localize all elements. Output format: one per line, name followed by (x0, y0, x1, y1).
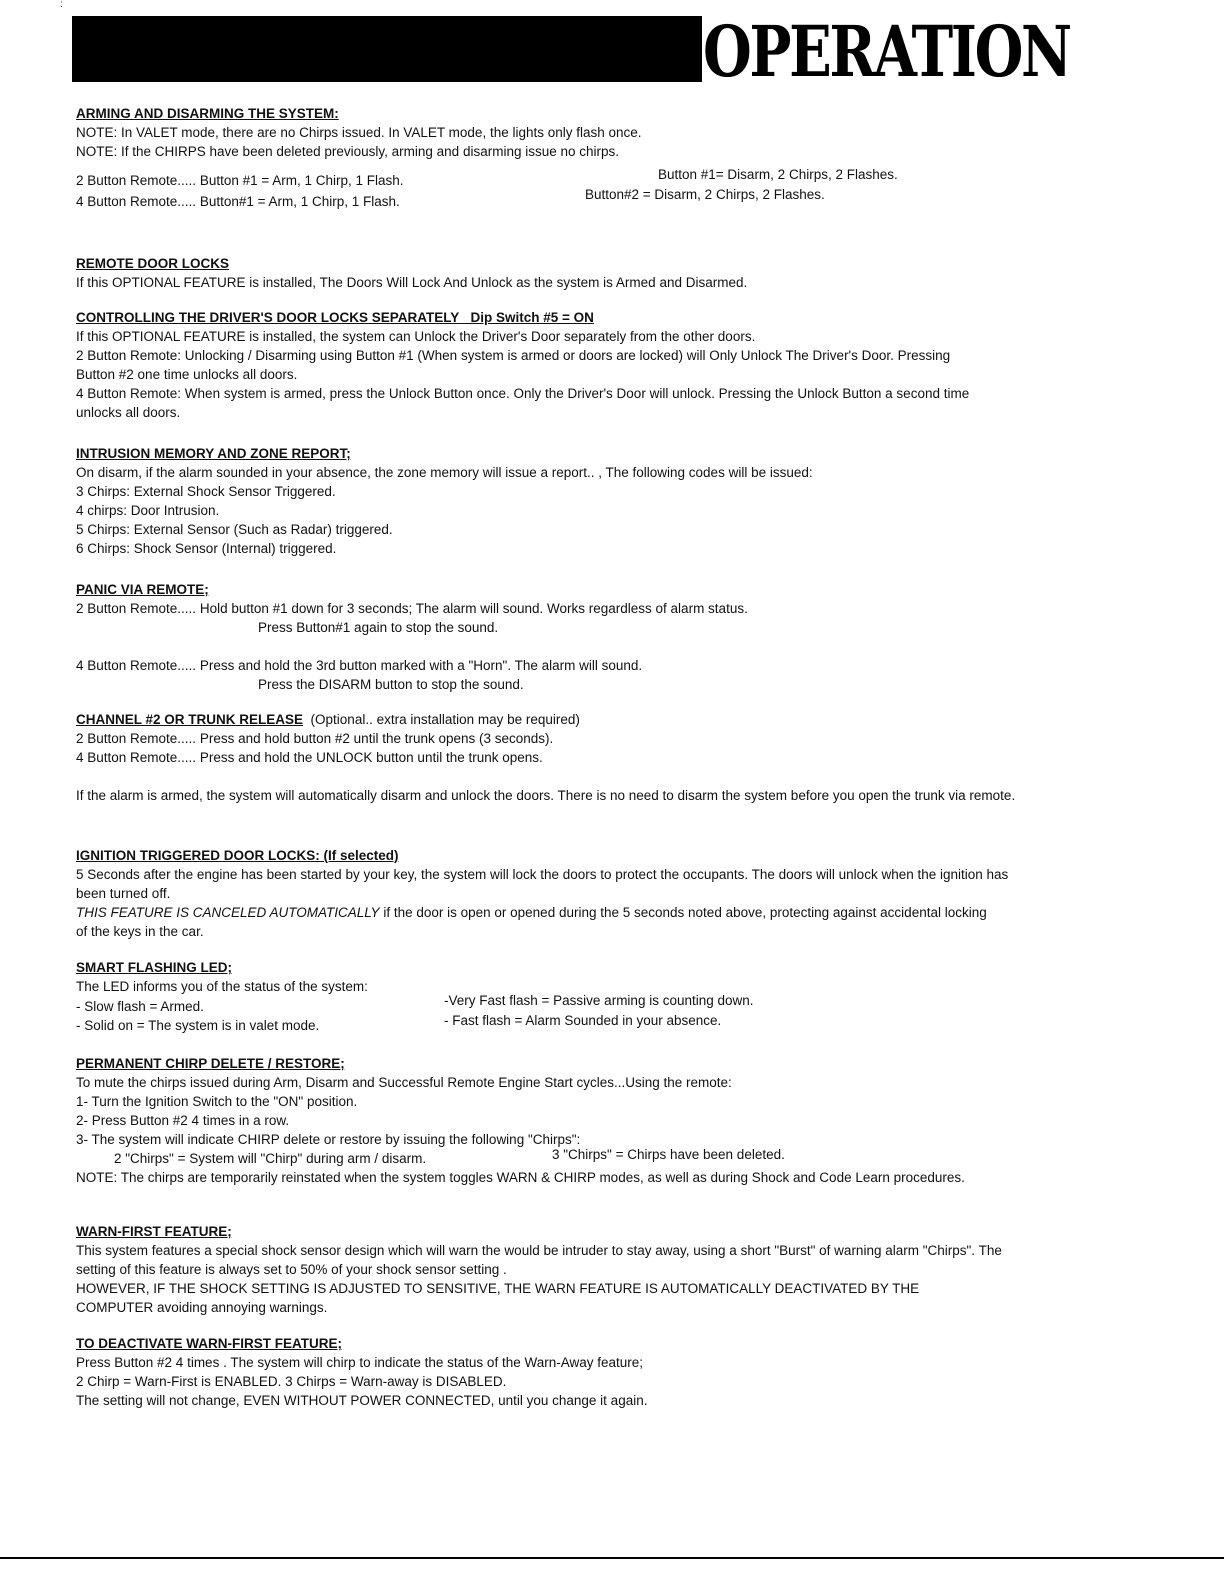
ignition-text-1: 5 Seconds after the engine has been started by your key, the system will lock the doors to protect the occupants. The doors will unlock when the ignition has been turned off. (76, 867, 1009, 901)
heading-arming: ARMING AND DISARMING THE SYSTEM: (76, 106, 339, 121)
deactivate-line-1: Press Button #2 4 times . The system will chirp to indicate the status of the Warn-Away feature; (76, 1355, 644, 1370)
led-very-fast-flash: -Very Fast flash = Passive arming is counting down. (444, 993, 754, 1008)
section-ignition-locks (76, 846, 1036, 941)
trunk-note: If the alarm is armed, the system will automatically disarm and unlock the doors. There is no need to disarm the system before you open the trunk via remote. (76, 788, 1016, 803)
remote-door-locks-text: If this OPTIONAL FEATURE is installed, The Doors Will Lock And Unlock as the system is Armed and Disarmed. (76, 275, 748, 290)
heading-smart-led: SMART FLASHING LED; (76, 960, 232, 975)
panic-4btn: 4 Button Remote..... Press and hold the 3rd button marked with a "Horn". The alarm will sound. (76, 658, 643, 673)
intrusion-code: 3 Chirps: External Shock Sensor Triggered. (76, 484, 336, 499)
panic-2btn: 2 Button Remote..... Hold button #1 down for 3 seconds; The alarm will sound. Works regardless of alarm status. (76, 601, 748, 616)
section-arming (76, 104, 1036, 219)
panic-4btn-stop: Press the DISARM button to stop the sound. (258, 677, 524, 692)
footer-rule (0, 1557, 1224, 1559)
heading-deactivate-warn-first: TO DEACTIVATE WARN-FIRST FEATURE; (76, 1336, 342, 1351)
note-chirps-deleted: NOTE: If the CHIRPS have been deleted previously, arming and disarming issue no chirps. (76, 144, 620, 159)
arming-2btn-disarm: Button #1= Disarm, 2 Chirps, 2 Flashes. (658, 167, 898, 182)
deactivate-line-2: 2 Chirp = Warn-First is ENABLED. 3 Chirps = Warn-away is DISABLED. (76, 1374, 507, 1389)
arming-4btn-arm: 4 Button Remote..... Button#1 = Arm, 1 Chirp, 1 Flash. (76, 194, 400, 209)
heading-remote-door-locks: REMOTE DOOR LOCKS (76, 256, 230, 271)
ignition-cancel-italic: THIS FEATURE IS CANCELED AUTOMATICALLY (76, 905, 380, 920)
trunk-optional-note: (Optional.. extra installation may be required) (310, 712, 580, 727)
trunk-4btn: 4 Button Remote..... Press and hold the UNLOCK button until the trunk opens. (76, 750, 543, 765)
chirp-result-2: 2 "Chirps" = System will "Chirp" during arm / disarm. (114, 1151, 427, 1166)
section-chirp-delete (76, 1054, 1036, 1187)
dip-switch-note: Dip Switch #5 = ON (470, 310, 594, 325)
panic-2btn-stop: Press Button#1 again to stop the sound. (258, 620, 499, 635)
warn-first-text-1: This system features a special shock sensor design which will warn the would be intruder to stay away, using a short "Burst" of warning alarm "Chirps". The setting of this feature is always set to 50% of your shock sensor setting . (76, 1243, 1002, 1277)
intrusion-code: 4 chirps: Door Intrusion. (76, 503, 220, 518)
corner-mark: : (60, 0, 63, 10)
chirp-result-3: 3 "Chirps" = Chirps have been deleted. (552, 1147, 785, 1162)
ignition-text-2: THIS FEATURE IS CANCELED AUTOMATICALLY if the door is open or opened during the 5 seconds noted above, protecting against accidental locking of the keys in the car. (76, 905, 987, 939)
heading-chirp-delete: PERMANENT CHIRP DELETE / RESTORE; (76, 1056, 345, 1071)
header-black-bar (72, 16, 702, 82)
section-trunk-release (76, 710, 1036, 805)
heading-ignition-locks: IGNITION TRIGGERED DOOR LOCKS: (If selected) (76, 848, 399, 863)
chirp-delete-intro: To mute the chirps issued during Arm, Disarm and Successful Remote Engine Start cycles...Using the remote: (76, 1075, 732, 1090)
led-slow-flash: - Slow flash = Armed. (76, 999, 204, 1014)
page-title: OPERATION (703, 10, 1070, 93)
intrusion-intro: On disarm, if the alarm sounded in your absence, the zone memory will issue a report.. , The following codes will be issued: (76, 465, 813, 480)
section-driver-door-locks (76, 308, 1036, 422)
driver-door-text-3: 4 Button Remote: When system is armed, press the Unlock Button once. Only the Driver's Door will unlock. Pressing the Unlock Button a second time unlocks all doors. (76, 386, 970, 420)
trunk-2btn: 2 Button Remote..... Press and hold button #2 until the trunk opens (3 seconds). (76, 731, 554, 746)
section-intrusion-memory (76, 444, 1036, 558)
arming-4btn-disarm: Button#2 = Disarm, 2 Chirps, 2 Flashes. (585, 187, 825, 202)
heading-trunk-release-row (76, 710, 1036, 729)
deactivate-line-3: The setting will not change, EVEN WITHOUT POWER CONNECTED, until you change it again. (76, 1393, 648, 1408)
chirp-delete-step-1: 1- Turn the Ignition Switch to the "ON" position. (76, 1094, 358, 1109)
led-solid-on: - Solid on = The system is in valet mode. (76, 1018, 320, 1033)
intrusion-code: 5 Chirps: External Sensor (Such as Radar) triggered. (76, 522, 393, 537)
warn-first-text-2: HOWEVER, IF THE SHOCK SETTING IS ADJUSTED TO SENSITIVE, THE WARN FEATURE IS AUTOMATICALLY DEACTIVATED BY THE COMPUTER avoiding annoying warnings. (76, 1281, 920, 1315)
heading-intrusion-memory: INTRUSION MEMORY AND ZONE REPORT; (76, 446, 351, 461)
heading-warn-first: WARN-FIRST FEATURE; (76, 1224, 232, 1239)
intrusion-code: 6 Chirps: Shock Sensor (Internal) triggered. (76, 541, 337, 556)
led-intro: The LED informs you of the status of the system: (76, 979, 368, 994)
section-smart-led (76, 958, 1036, 1036)
heading-panic: PANIC VIA REMOTE; (76, 582, 209, 597)
section-warn-first (76, 1222, 1036, 1317)
arming-2btn-arm: 2 Button Remote..... Button #1 = Arm, 1 Chirp, 1 Flash. (76, 173, 404, 188)
chirp-delete-note: NOTE: The chirps are temporarily reinstated when the system toggles WARN & CHIRP modes, as well as during Shock and Code Learn procedures. (76, 1170, 965, 1185)
chirp-delete-step-2: 2- Press Button #2 4 times in a row. (76, 1113, 290, 1128)
chirp-delete-step-3: 3- The system will indicate CHIRP delete or restore by issuing the following "Chirps": (76, 1132, 581, 1147)
section-remote-door-locks (76, 254, 1036, 292)
note-valet: NOTE: In VALET mode, there are no Chirps issued. In VALET mode, the lights only flash once. (76, 125, 642, 140)
heading-trunk-release: CHANNEL #2 OR TRUNK RELEASE (76, 712, 304, 727)
section-panic (76, 580, 1036, 694)
driver-door-text-2: 2 Button Remote: Unlocking / Disarming using Button #1 (When system is armed or doors are locked) will Only Unlock The Driver's Door. Pressing Button #2 one time unlocks all doors. (76, 348, 951, 382)
heading-driver-door-locks: CONTROLLING THE DRIVER'S DOOR LOCKS SEPARATELY Dip Switch #5 = ON (76, 310, 594, 325)
section-deactivate-warn-first (76, 1334, 1036, 1410)
driver-door-text-1: If this OPTIONAL FEATURE is installed, the system can Unlock the Driver's Door separately from the other doors. (76, 329, 756, 344)
led-fast-flash: - Fast flash = Alarm Sounded in your absence. (444, 1013, 722, 1028)
